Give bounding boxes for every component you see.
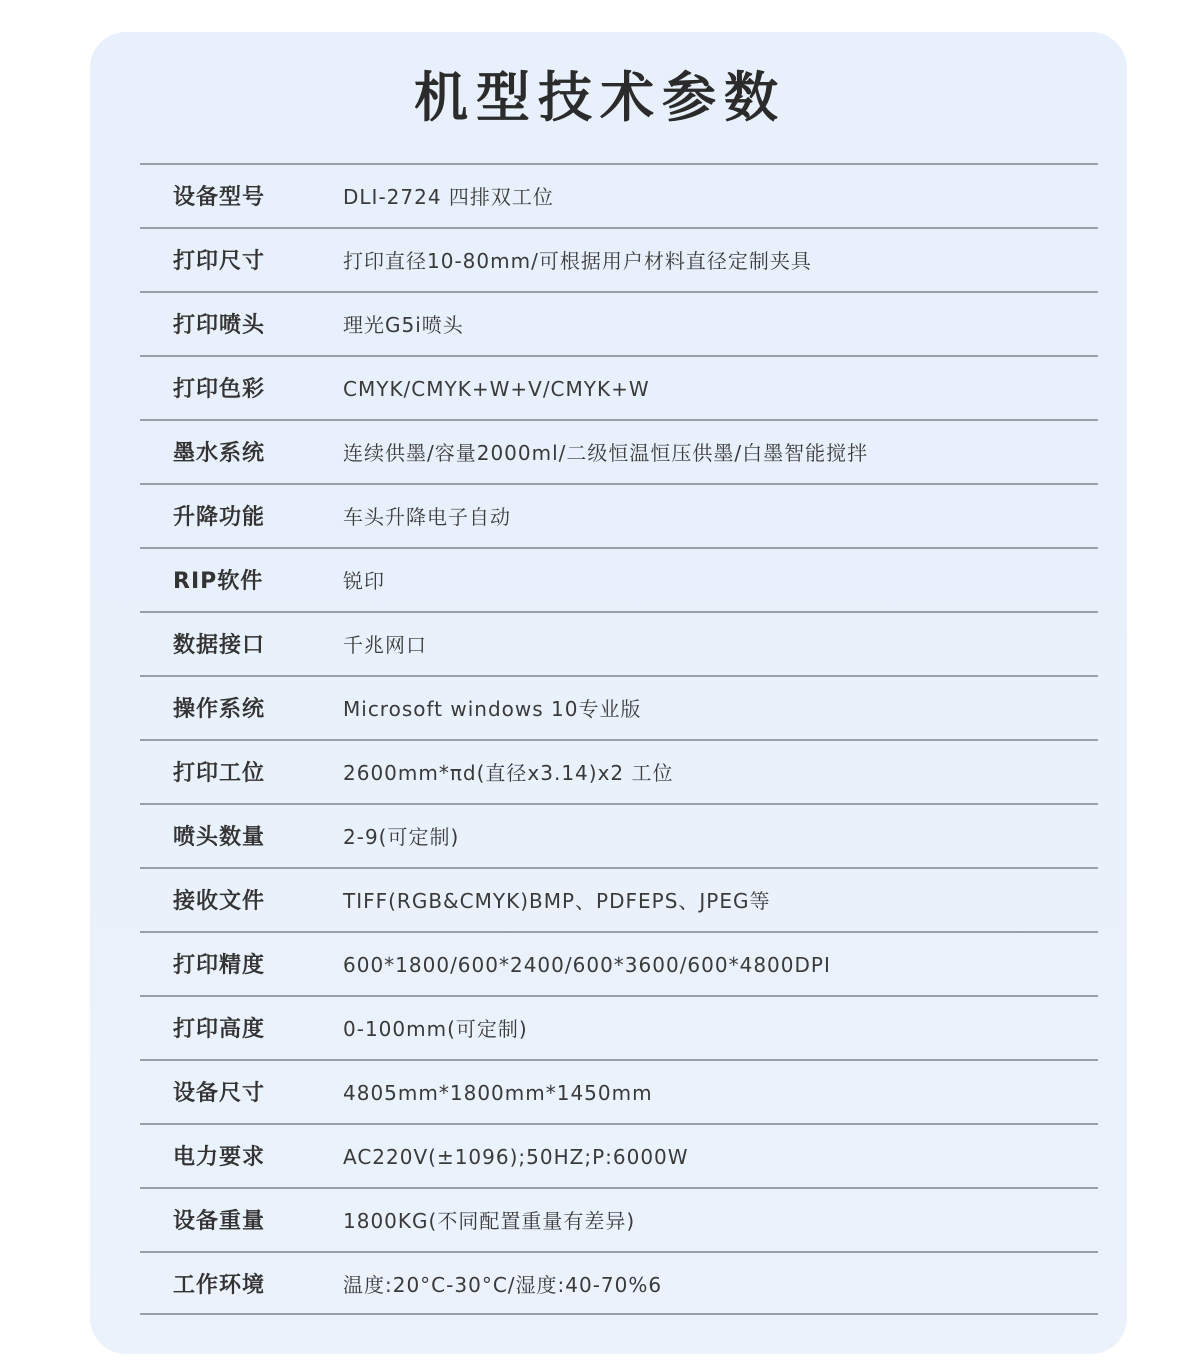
spec-value: CMYK/CMYK+W+V/CMYK+W — [343, 377, 650, 401]
spec-value: 600*1800/600*2400/600*3600/600*4800DPI — [343, 953, 831, 977]
spec-row-lift-function — [140, 483, 1098, 547]
spec-row-print-resolution — [140, 931, 1098, 995]
spec-label: 打印喷头 — [173, 313, 266, 338]
spec-row-machine-size — [140, 1059, 1098, 1123]
spec-row-environment — [140, 1251, 1098, 1315]
spec-row-head-count — [140, 803, 1098, 867]
spec-label: 打印色彩 — [173, 377, 266, 402]
spec-label: 打印高度 — [173, 1017, 266, 1042]
spec-value: 2-9(可定制) — [343, 825, 460, 849]
spec-value: 4805mm*1800mm*1450mm — [343, 1081, 653, 1105]
spec-row-model — [140, 163, 1098, 227]
spec-value: 0-100mm(可定制) — [343, 1017, 528, 1041]
spec-row-rip-software — [140, 547, 1098, 611]
spec-label: 喷头数量 — [173, 825, 266, 850]
spec-row-print-head — [140, 291, 1098, 355]
spec-label: 设备型号 — [173, 185, 266, 210]
spec-row-print-size — [140, 227, 1098, 291]
spec-row-file-formats — [140, 867, 1098, 931]
spec-value: 千兆网口 — [343, 633, 427, 657]
spec-label: 设备尺寸 — [173, 1081, 266, 1106]
spec-row-print-height — [140, 995, 1098, 1059]
spec-label: 数据接口 — [173, 633, 266, 658]
spec-label: 操作系统 — [173, 697, 266, 722]
spec-value: 2600mm*πd(直径x3.14)x2 工位 — [343, 761, 674, 785]
spec-row-os — [140, 675, 1098, 739]
spec-value: AC220V(±1096);50HZ;P:6000W — [343, 1145, 689, 1169]
spec-table — [140, 163, 1098, 1315]
spec-value: Microsoft windows 10专业版 — [343, 697, 642, 721]
spec-row-print-station — [140, 739, 1098, 803]
spec-value: 理光G5i喷头 — [343, 313, 464, 337]
spec-value: 1800KG(不同配置重量有差异) — [343, 1209, 636, 1233]
spec-value: 打印直径10-80mm/可根据用户材料直径定制夹具 — [343, 249, 812, 273]
spec-label: 设备重量 — [173, 1209, 266, 1234]
spec-row-ink-system — [140, 419, 1098, 483]
spec-row-weight — [140, 1187, 1098, 1251]
spec-label: 打印尺寸 — [173, 249, 266, 274]
spec-label: 打印精度 — [173, 953, 266, 978]
spec-label: 墨水系统 — [173, 441, 266, 466]
spec-label: 工作环境 — [173, 1273, 266, 1298]
spec-label: RIP软件 — [173, 569, 264, 594]
spec-label: 打印工位 — [173, 761, 266, 786]
spec-value: DLI-2724 四排双工位 — [343, 185, 554, 209]
page-title: 机型技术参数 — [414, 66, 786, 129]
spec-value: 连续供墨/容量2000ml/二级恒温恒压供墨/白墨智能搅拌 — [343, 441, 869, 465]
spec-value: 温度:20°C-30°C/湿度:40-70%6 — [343, 1273, 663, 1297]
spec-value: 车头升降电子自动 — [343, 505, 511, 529]
spec-row-data-interface — [140, 611, 1098, 675]
spec-value: 锐印 — [343, 569, 385, 593]
spec-label: 接收文件 — [173, 889, 266, 914]
spec-row-print-color — [140, 355, 1098, 419]
spec-value: TIFF(RGB&CMYK)BMP、PDFEPS、JPEG等 — [343, 889, 771, 913]
spec-label: 电力要求 — [173, 1145, 266, 1170]
spec-row-power — [140, 1123, 1098, 1187]
spec-label: 升降功能 — [173, 505, 266, 530]
